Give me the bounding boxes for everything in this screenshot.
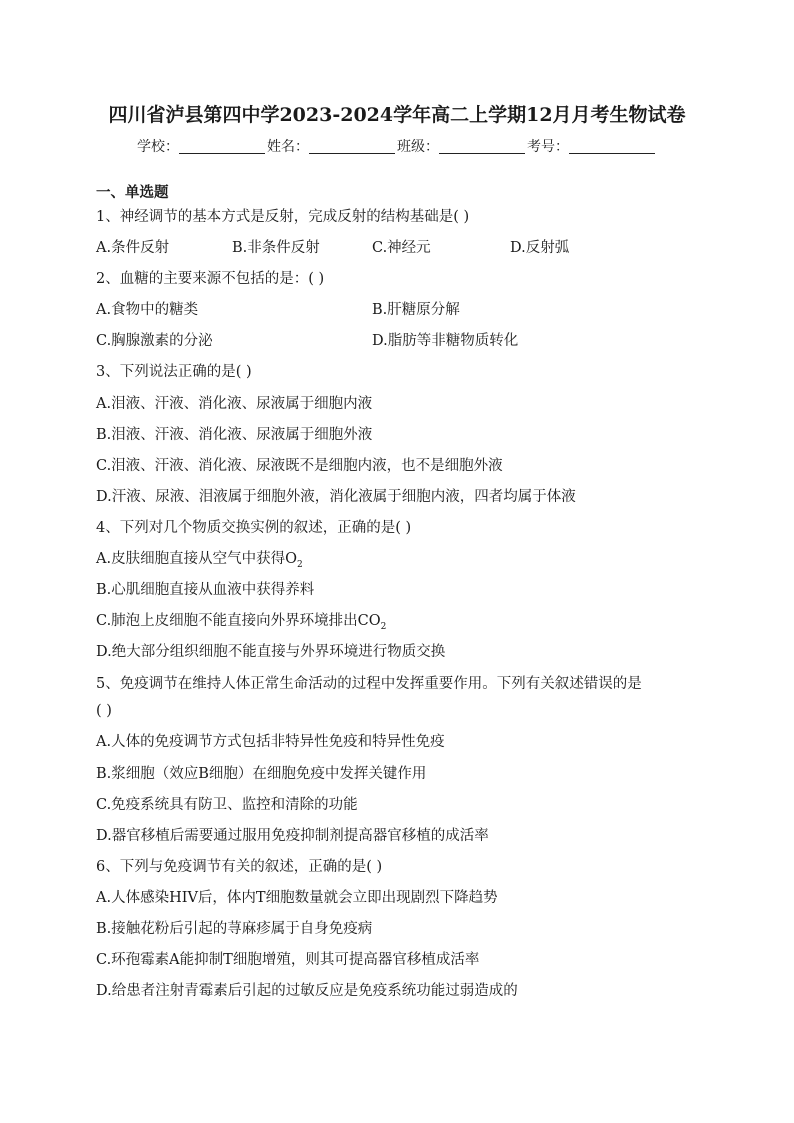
class-label: 班级： — [397, 139, 439, 155]
section-heading: 一、单选题 — [96, 184, 169, 201]
q2-option-b: B.肝糖原分解 — [372, 302, 460, 318]
q1-option-d: D.反射弧 — [510, 240, 570, 256]
q3-option-c: C.泪液、汗液、消化液、尿液既不是细胞内液，也不是细胞外液 — [96, 458, 503, 474]
q4-option-c — [96, 609, 386, 632]
name-label: 姓名： — [267, 139, 309, 155]
q6-stem: 6、下列与免疫调节有关的叙述，正确的是( ) — [96, 859, 383, 875]
q2-option-c: C.胸腺激素的分泌 — [96, 333, 213, 349]
q4-stem: 4、下列对几个物质交换实例的叙述，正确的是( ) — [96, 520, 412, 536]
q5-stem: 5、免疫调节在维持人体正常生命活动的过程中发挥重要作用。下列有关叙述错误的是 — [96, 676, 642, 692]
q3-option-b: B.泪液、汗液、消化液、尿液属于细胞外液 — [96, 427, 373, 443]
q4-option-a-subscript: 2 — [296, 559, 303, 570]
q3-stem: 3、下列说法正确的是( ) — [96, 364, 252, 380]
q6-option-b: B.接触花粉后引起的荨麻疹属于自身免疫病 — [96, 921, 373, 937]
q5-option-c: C.免疫系统具有防卫、监控和清除的功能 — [96, 797, 358, 813]
school-label: 学校： — [137, 139, 179, 155]
q4-option-b: B.心肌细胞直接从血液中获得养料 — [96, 582, 315, 598]
q4-option-c-text: C.肺泡上皮细胞不能直接向外界环境排出CO — [96, 613, 381, 629]
q1-option-b: B.非条件反射 — [232, 240, 320, 256]
q2-stem: 2、血糖的主要来源不包括的是：( ) — [96, 271, 325, 287]
exam-title: 四川省泸县第四中学2023-2024学年高二上学期12月月考生物试卷 — [108, 104, 686, 126]
q3-option-a: A.泪液、汗液、消化液、尿液属于细胞内液 — [96, 396, 373, 412]
q4-option-a — [96, 547, 303, 570]
q5-option-d: D.器官移植后需要通过服用免疫抑制剂提高器官移植的成活率 — [96, 828, 489, 844]
q6-option-c: C.环孢霉素A能抑制T细胞增殖，则其可提高器官移植成活率 — [96, 952, 480, 968]
q4-option-a-text: A.皮肤细胞直接从空气中获得O — [96, 551, 297, 567]
name-blank[interactable] — [309, 139, 395, 154]
q5-option-b: B.浆细胞（效应B细胞）在细胞免疫中发挥关键作用 — [96, 766, 427, 782]
id-label: 考号： — [527, 139, 569, 155]
q3-option-d: D.汗液、尿液、泪液属于细胞外液，消化液属于细胞内液，四者均属于体液 — [96, 489, 576, 505]
q2-option-d: D.脂肪等非糖物质转化 — [372, 333, 519, 349]
q1-stem: 1、神经调节的基本方式是反射，完成反射的结构基础是( ) — [96, 209, 470, 225]
q2-option-a: A.食物中的糖类 — [96, 302, 199, 318]
school-blank[interactable] — [179, 139, 265, 154]
q4-option-d: D.绝大部分组织细胞不能直接与外界环境进行物质交换 — [96, 644, 446, 660]
class-blank[interactable] — [439, 139, 525, 154]
q6-option-d: D.给患者注射青霉素后引起的过敏反应是免疫系统功能过弱造成的 — [96, 983, 518, 999]
q1-option-a: A.条件反射 — [96, 240, 170, 256]
id-blank[interactable] — [569, 139, 655, 154]
q6-option-a: A.人体感染HIV后，体内T细胞数量就会立即出现剧烈下降趋势 — [96, 890, 498, 906]
q5-option-a: A.人体的免疫调节方式包括非特异性免疫和特异性免疫 — [96, 734, 445, 750]
q1-option-c: C.神经元 — [372, 240, 431, 256]
student-info-row — [0, 136, 794, 156]
q4-option-c-subscript: 2 — [380, 621, 387, 632]
q5-stem-cont: ( ) — [96, 703, 112, 719]
